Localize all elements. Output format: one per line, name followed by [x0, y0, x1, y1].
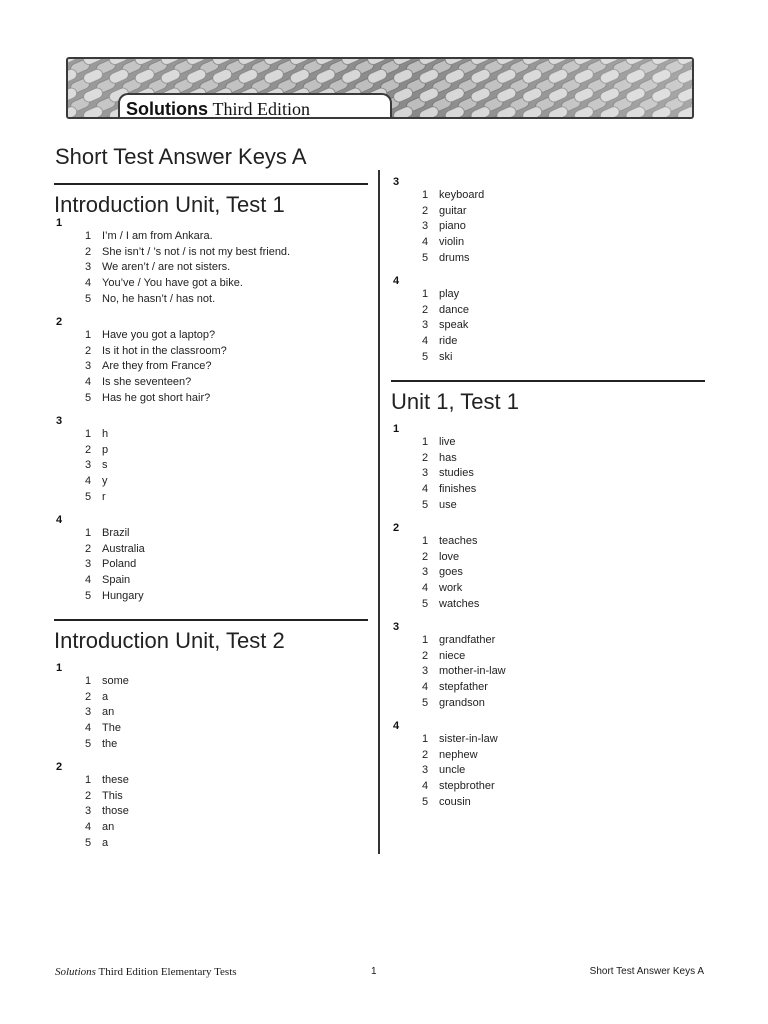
answer-text: speak — [439, 319, 469, 332]
answer-number: 4 — [422, 582, 429, 595]
answer-number: 2 — [422, 204, 429, 217]
answer-item — [85, 229, 290, 245]
answer-item — [85, 526, 145, 542]
answer-item — [85, 490, 108, 506]
answer-text: Have you got a laptop? — [102, 329, 216, 341]
answer-item — [422, 680, 506, 696]
answer-text: grandfather — [439, 634, 496, 646]
answer-number: 1 — [422, 436, 429, 448]
answer-number: 4 — [85, 376, 92, 389]
answer-item — [85, 443, 108, 459]
answer-number: 3 — [85, 261, 92, 274]
answer-list — [85, 427, 108, 505]
answer-text: guitar — [439, 204, 467, 217]
answer-text: stepbrother — [439, 780, 495, 793]
section-title: Introduction Unit, Test 2 — [54, 628, 285, 653]
answer-number: 2 — [422, 550, 429, 563]
answer-number: 5 — [85, 391, 92, 404]
answer-number: 3 — [422, 665, 429, 678]
answer-text: studies — [439, 467, 474, 480]
answer-item — [422, 350, 469, 366]
answer-number: 5 — [422, 498, 429, 511]
answer-list — [422, 287, 469, 365]
answer-text: ski — [439, 350, 453, 363]
answer-text: Hungary — [102, 589, 144, 602]
answer-text: h — [102, 428, 109, 440]
answer-text: some — [102, 675, 129, 687]
answer-number: 2 — [85, 542, 92, 555]
answer-number: 2 — [85, 245, 92, 258]
answer-item — [85, 557, 145, 573]
answer-number: 3 — [85, 360, 92, 373]
answer-number: 2 — [85, 344, 92, 357]
answer-number: 4 — [85, 475, 92, 488]
section-rule — [54, 619, 368, 621]
answer-text: an — [102, 706, 115, 719]
footer-book-italic: Solutions — [55, 966, 96, 978]
answer-list — [422, 633, 506, 711]
footer-book-rest: Third Edition Elementary Tests — [95, 966, 237, 978]
answer-item — [422, 779, 498, 795]
answer-item — [422, 318, 469, 334]
answer-number: 1 — [85, 428, 92, 440]
answer-item — [422, 795, 498, 811]
answer-item — [85, 245, 290, 261]
answer-number: 2 — [85, 789, 92, 802]
answer-number: 2 — [422, 451, 429, 464]
answer-text: We aren’t / are not sisters. — [102, 261, 231, 274]
answer-item — [85, 773, 129, 789]
answer-item — [422, 633, 506, 649]
answer-item — [85, 359, 227, 375]
section-unit-1-test-1 — [391, 380, 705, 415]
exercise-number: 1 — [56, 217, 63, 229]
answer-number: 3 — [422, 220, 429, 233]
answer-text: finishes — [439, 483, 477, 496]
answer-number: 1 — [85, 527, 92, 539]
answer-item — [422, 550, 479, 566]
exercise-number: 4 — [56, 514, 63, 526]
answer-item — [85, 789, 129, 805]
answer-item — [85, 542, 145, 558]
answer-text: s — [102, 459, 108, 472]
answer-number: 5 — [85, 292, 92, 305]
answer-text: drums — [439, 251, 470, 264]
footer-book-title — [55, 966, 237, 978]
answer-number: 4 — [422, 681, 429, 694]
brand-edition: Third Edition — [212, 99, 310, 119]
answer-number: 5 — [422, 696, 429, 709]
footer-doc-title: Short Test Answer Keys A — [589, 966, 704, 977]
answer-number: 3 — [422, 467, 429, 480]
answer-text: play — [439, 288, 460, 300]
answer-item — [85, 375, 227, 391]
answer-number: 5 — [85, 737, 92, 750]
answer-item — [85, 589, 145, 605]
answer-text: love — [439, 550, 460, 563]
answer-text: Has he got short hair? — [102, 391, 211, 404]
answer-text: watches — [439, 597, 480, 610]
exercise-number: 1 — [56, 662, 63, 674]
answer-text: The — [102, 722, 121, 735]
answer-number: 4 — [422, 483, 429, 496]
section-title: Unit 1, Test 1 — [391, 389, 519, 414]
answer-text: sister-in-law — [439, 733, 498, 745]
answer-item — [85, 260, 290, 276]
answer-number: 1 — [85, 774, 92, 786]
answer-item — [85, 705, 129, 721]
answer-list — [422, 732, 498, 810]
answer-text: work — [439, 582, 463, 595]
answer-item — [422, 435, 476, 451]
answer-text: r — [102, 490, 106, 503]
answer-number: 4 — [85, 277, 92, 290]
answer-text: Poland — [102, 558, 137, 571]
answer-number: 4 — [422, 236, 429, 249]
answer-text: dance — [439, 303, 469, 316]
answer-item — [422, 219, 484, 235]
answer-number: 5 — [422, 795, 429, 808]
exercise-number: 2 — [56, 761, 63, 773]
answer-text: uncle — [439, 764, 466, 777]
answer-text: an — [102, 821, 115, 834]
answer-text: a — [102, 690, 109, 703]
answer-item — [422, 204, 484, 220]
answer-item — [422, 235, 484, 251]
answer-text: Australia — [102, 542, 145, 555]
answer-number: 2 — [422, 649, 429, 662]
answer-item — [422, 597, 479, 613]
answer-text: niece — [439, 649, 466, 662]
answer-list — [85, 773, 129, 851]
answer-item — [422, 763, 498, 779]
answer-item — [422, 251, 484, 267]
answer-text: Spain — [102, 574, 131, 587]
answer-item — [422, 482, 476, 498]
answer-number: 2 — [422, 303, 429, 316]
exercise-number: 3 — [393, 621, 400, 633]
answer-number: 4 — [85, 574, 92, 587]
answer-item — [422, 188, 484, 204]
answer-item — [422, 732, 498, 748]
answer-item — [422, 696, 506, 712]
answer-number: 3 — [422, 566, 429, 579]
answer-number: 1 — [422, 634, 429, 646]
answer-text: the — [102, 737, 118, 750]
answer-text: cousin — [439, 795, 471, 808]
answer-number: 1 — [85, 675, 92, 687]
answer-item — [85, 836, 129, 852]
answer-text: piano — [439, 220, 466, 233]
answer-item — [85, 804, 129, 820]
section-title: Introduction Unit, Test 1 — [54, 192, 285, 217]
answer-list — [85, 328, 227, 406]
answer-text: use — [439, 498, 457, 511]
answer-item — [422, 664, 506, 680]
page-title: Short Test Answer Keys A — [55, 144, 307, 169]
answer-item — [422, 287, 469, 303]
answer-number: 4 — [85, 722, 92, 735]
answer-list — [85, 229, 290, 307]
answer-item — [422, 451, 476, 467]
answer-text: Is she seventeen? — [102, 376, 192, 389]
answer-text: I’m / I am from Ankara. — [102, 230, 213, 242]
answer-text: stepfather — [439, 681, 488, 694]
answer-number: 4 — [422, 335, 429, 348]
exercise-number: 3 — [393, 176, 400, 188]
answer-text: Are they from France? — [102, 360, 212, 373]
answer-item — [85, 427, 108, 443]
answer-number: 3 — [85, 706, 92, 719]
answer-number: 5 — [422, 350, 429, 363]
answer-text: grandson — [439, 696, 485, 709]
answer-item — [422, 466, 476, 482]
column-divider — [378, 170, 380, 854]
answer-number: 3 — [422, 764, 429, 777]
answer-number: 3 — [422, 319, 429, 332]
answer-item — [85, 292, 290, 308]
answer-text: keyboard — [439, 189, 485, 201]
answer-text: goes — [439, 566, 463, 579]
answer-item — [422, 498, 476, 514]
answer-item — [85, 690, 129, 706]
exercise-number: 1 — [393, 423, 400, 435]
answer-number: 5 — [85, 589, 92, 602]
answer-number: 5 — [85, 490, 92, 503]
answer-item — [422, 748, 498, 764]
exercise-number: 4 — [393, 275, 400, 287]
section-rule — [54, 183, 368, 185]
answer-number: 3 — [85, 558, 92, 571]
answer-text: those — [102, 805, 129, 818]
answer-number: 4 — [422, 780, 429, 793]
answer-item — [85, 721, 129, 737]
answer-item — [85, 458, 108, 474]
exercise-number: 2 — [56, 316, 63, 328]
answer-text: She isn’t / ’s not / is not my best friend. — [102, 245, 291, 258]
answer-item — [85, 573, 145, 589]
answer-number: 3 — [85, 459, 92, 472]
answer-number: 2 — [422, 748, 429, 761]
answer-text: This — [102, 789, 123, 802]
answer-item — [85, 344, 227, 360]
answer-number: 1 — [85, 230, 92, 242]
exercise-number: 4 — [393, 720, 400, 732]
answer-text: You’ve / You have got a bike. — [102, 277, 243, 290]
answer-item — [85, 328, 227, 344]
answer-number: 2 — [85, 690, 92, 703]
answer-number: 1 — [422, 535, 429, 547]
answer-text: Is it hot in the classroom? — [102, 344, 227, 357]
answer-number: 3 — [85, 805, 92, 818]
answer-item — [422, 565, 479, 581]
answer-number: 4 — [85, 821, 92, 834]
answer-item — [85, 737, 129, 753]
answer-text: p — [102, 443, 109, 456]
exercise-number: 3 — [56, 415, 63, 427]
answer-item — [85, 674, 129, 690]
answer-number: 5 — [422, 597, 429, 610]
answer-text: live — [439, 436, 456, 448]
answer-text: mother-in-law — [439, 665, 506, 678]
page-number: 1 — [371, 966, 377, 977]
answer-item — [422, 581, 479, 597]
answer-item — [85, 474, 108, 490]
answer-number: 5 — [422, 251, 429, 264]
answer-item — [85, 820, 129, 836]
answer-number: 1 — [422, 189, 429, 201]
answer-number: 2 — [85, 443, 92, 456]
answer-text: has — [439, 451, 457, 464]
section-intro-test-1 — [54, 183, 368, 218]
answer-text: violin — [439, 236, 465, 249]
answer-text: No, he hasn’t / has not. — [102, 292, 216, 305]
answer-text: y — [102, 475, 108, 488]
answer-text: ride — [439, 335, 458, 348]
answer-text: nephew — [439, 748, 478, 761]
answer-text: a — [102, 836, 109, 849]
section-rule — [391, 380, 705, 382]
answer-item — [422, 649, 506, 665]
answer-item — [422, 303, 469, 319]
answer-text: teaches — [439, 535, 478, 547]
exercise-number: 2 — [393, 522, 400, 534]
brand-tab — [118, 93, 392, 119]
answer-list — [422, 188, 484, 266]
answer-item — [422, 334, 469, 350]
answer-number: 1 — [422, 733, 429, 745]
brand-name: Solutions — [126, 99, 208, 119]
answer-text: these — [102, 774, 129, 786]
answer-item — [422, 534, 479, 550]
answer-list — [422, 435, 476, 513]
answer-number: 1 — [85, 329, 92, 341]
answer-text: Brazil — [102, 527, 130, 539]
answer-number: 1 — [422, 288, 429, 300]
section-intro-test-2 — [54, 619, 368, 654]
answer-list — [85, 674, 129, 752]
answer-list — [422, 534, 479, 612]
answer-item — [85, 391, 227, 407]
header-banner — [66, 57, 694, 119]
answer-list — [85, 526, 145, 604]
answer-number: 5 — [85, 836, 92, 849]
answer-item — [85, 276, 290, 292]
